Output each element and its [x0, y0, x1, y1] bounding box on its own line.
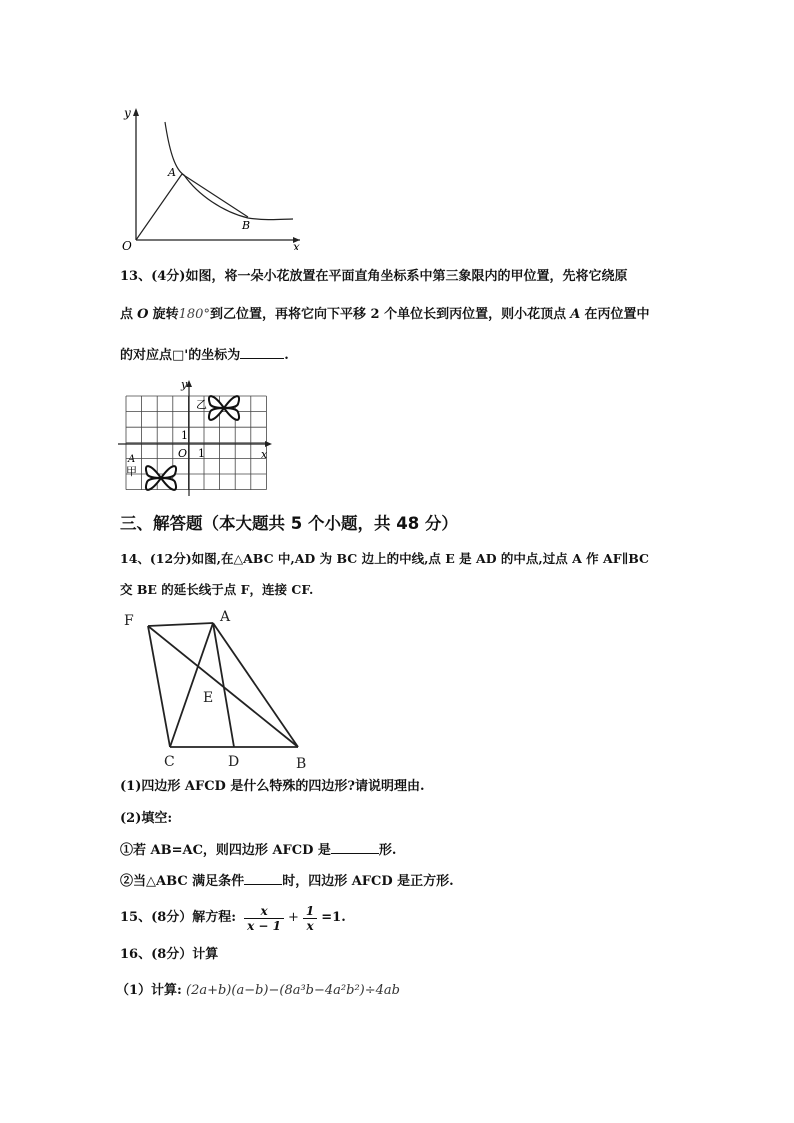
q14-line1: 14、(12分)如图,在△ABC 中,AD 为 BC 边上的中线,点 E 是 AD 的中点,过点 A 作 AF∥BC — [120, 551, 649, 566]
q15-fraction-2 — [303, 904, 317, 933]
q13-text-2d: 在丙位置中 — [584, 307, 650, 322]
q13-line1 — [120, 268, 627, 286]
q13-text-1: 13、(4分)如图，将一朵小花放置在平面直角坐标系中第三象限内的甲位置，先将它绕原 — [120, 269, 628, 284]
q16-part1-prefix: （1）计算: — [116, 983, 182, 998]
q14-part1: (1)四边形 AFCD 是什么特殊的四边形?请说明理由. — [120, 779, 425, 794]
segment-fb — [148, 626, 298, 747]
grid-origin-label: O — [178, 447, 188, 460]
q14-part2b-blank[interactable] — [244, 872, 282, 885]
q15-prefix: 15、(8分）解方程: — [120, 910, 237, 925]
q13-answer-blank[interactable] — [240, 346, 284, 359]
q15-frac2-den: x — [306, 918, 314, 933]
y-axis-label: y — [124, 106, 131, 120]
label-c: C — [164, 754, 175, 770]
segment-ab — [182, 174, 248, 217]
label-d: D — [228, 754, 240, 770]
q14-part2a — [120, 841, 396, 860]
grid-y-label: y — [181, 378, 188, 391]
q13-line2 — [120, 306, 649, 324]
grid-x-arrow — [265, 441, 272, 447]
q13-text-2a: 点 — [120, 307, 134, 322]
q14-part2b-post: 时，四边形 AFCD 是正方形. — [282, 874, 454, 889]
grid-label-yi: 乙 — [196, 398, 207, 411]
grid-unit-y: 1 — [181, 429, 188, 442]
segment-ac — [170, 623, 213, 747]
inverse-function-graph — [118, 100, 308, 250]
flower-jia — [146, 466, 176, 490]
grid-label-jia: 甲 — [126, 465, 137, 478]
q16-part1-expression: (2a+b)(a−b)−(8a³b−4a²b²)÷4ab — [186, 983, 400, 998]
coordinate-grid-figure — [118, 378, 278, 498]
origin-label: O — [122, 239, 132, 250]
q13-text-2b: 旋转 — [152, 307, 179, 322]
segment-ad — [213, 623, 234, 747]
q15-plus: + — [288, 910, 299, 925]
label-f: F — [124, 613, 134, 629]
q14-part2a-blank[interactable] — [331, 841, 379, 854]
label-e: E — [203, 690, 214, 706]
q15-frac1-num: x — [244, 904, 284, 919]
q14-part2a-post: 形. — [378, 843, 397, 858]
segment-fc — [148, 626, 170, 747]
q14-part2a-pre: ①若 AB=AC，则四边形 AFCD 是 — [120, 843, 331, 858]
point-a-label: A — [168, 166, 176, 179]
grid-unit-x: 1 — [198, 447, 205, 460]
flower-yi — [209, 396, 239, 420]
q15-frac2-num: 1 — [303, 904, 317, 919]
q13-text-3-end: . — [284, 348, 289, 363]
label-a: A — [220, 609, 231, 625]
segment-ab — [213, 623, 298, 747]
point-b-label: B — [242, 219, 251, 232]
x-axis-label: x — [293, 240, 300, 250]
q13-text-3: 的对应点□'的坐标为 — [120, 348, 241, 363]
y-axis-arrow — [133, 108, 139, 116]
q14-part2b — [120, 872, 454, 891]
q14-part2b-pre: ②当△ABC 满足条件 — [120, 874, 245, 889]
q13-text-2c: 到乙位置，再将它向下平移 2 个单位长到丙位置，则小花顶点 — [209, 307, 567, 322]
q14-line2: 交 BE 的延长线于点 F，连接 CF. — [120, 582, 314, 597]
label-b: B — [296, 756, 307, 772]
segment-oa — [136, 174, 182, 240]
q14-part2: (2)填空: — [120, 811, 173, 826]
segment-fa — [148, 623, 213, 626]
q13-point-o: O — [137, 307, 149, 322]
q15-rhs: =1. — [321, 910, 346, 925]
quadrilateral-figure — [118, 606, 318, 774]
q13-line3 — [120, 346, 289, 365]
section-3-title: 三、解答题（本大题共 5 个小题，共 48 分） — [120, 514, 458, 533]
q13-angle: 180° — [178, 307, 210, 322]
q16-part1 — [116, 982, 400, 1000]
q13-point-a: A — [570, 307, 581, 322]
grid-label-a: A — [128, 454, 136, 465]
q15-fraction-1 — [244, 904, 284, 933]
q16-line1: 16、(8分）计算 — [120, 947, 219, 962]
q15-line — [120, 898, 346, 938]
q15-frac1-den: x − 1 — [247, 918, 282, 933]
grid-x-label: x — [261, 448, 268, 461]
